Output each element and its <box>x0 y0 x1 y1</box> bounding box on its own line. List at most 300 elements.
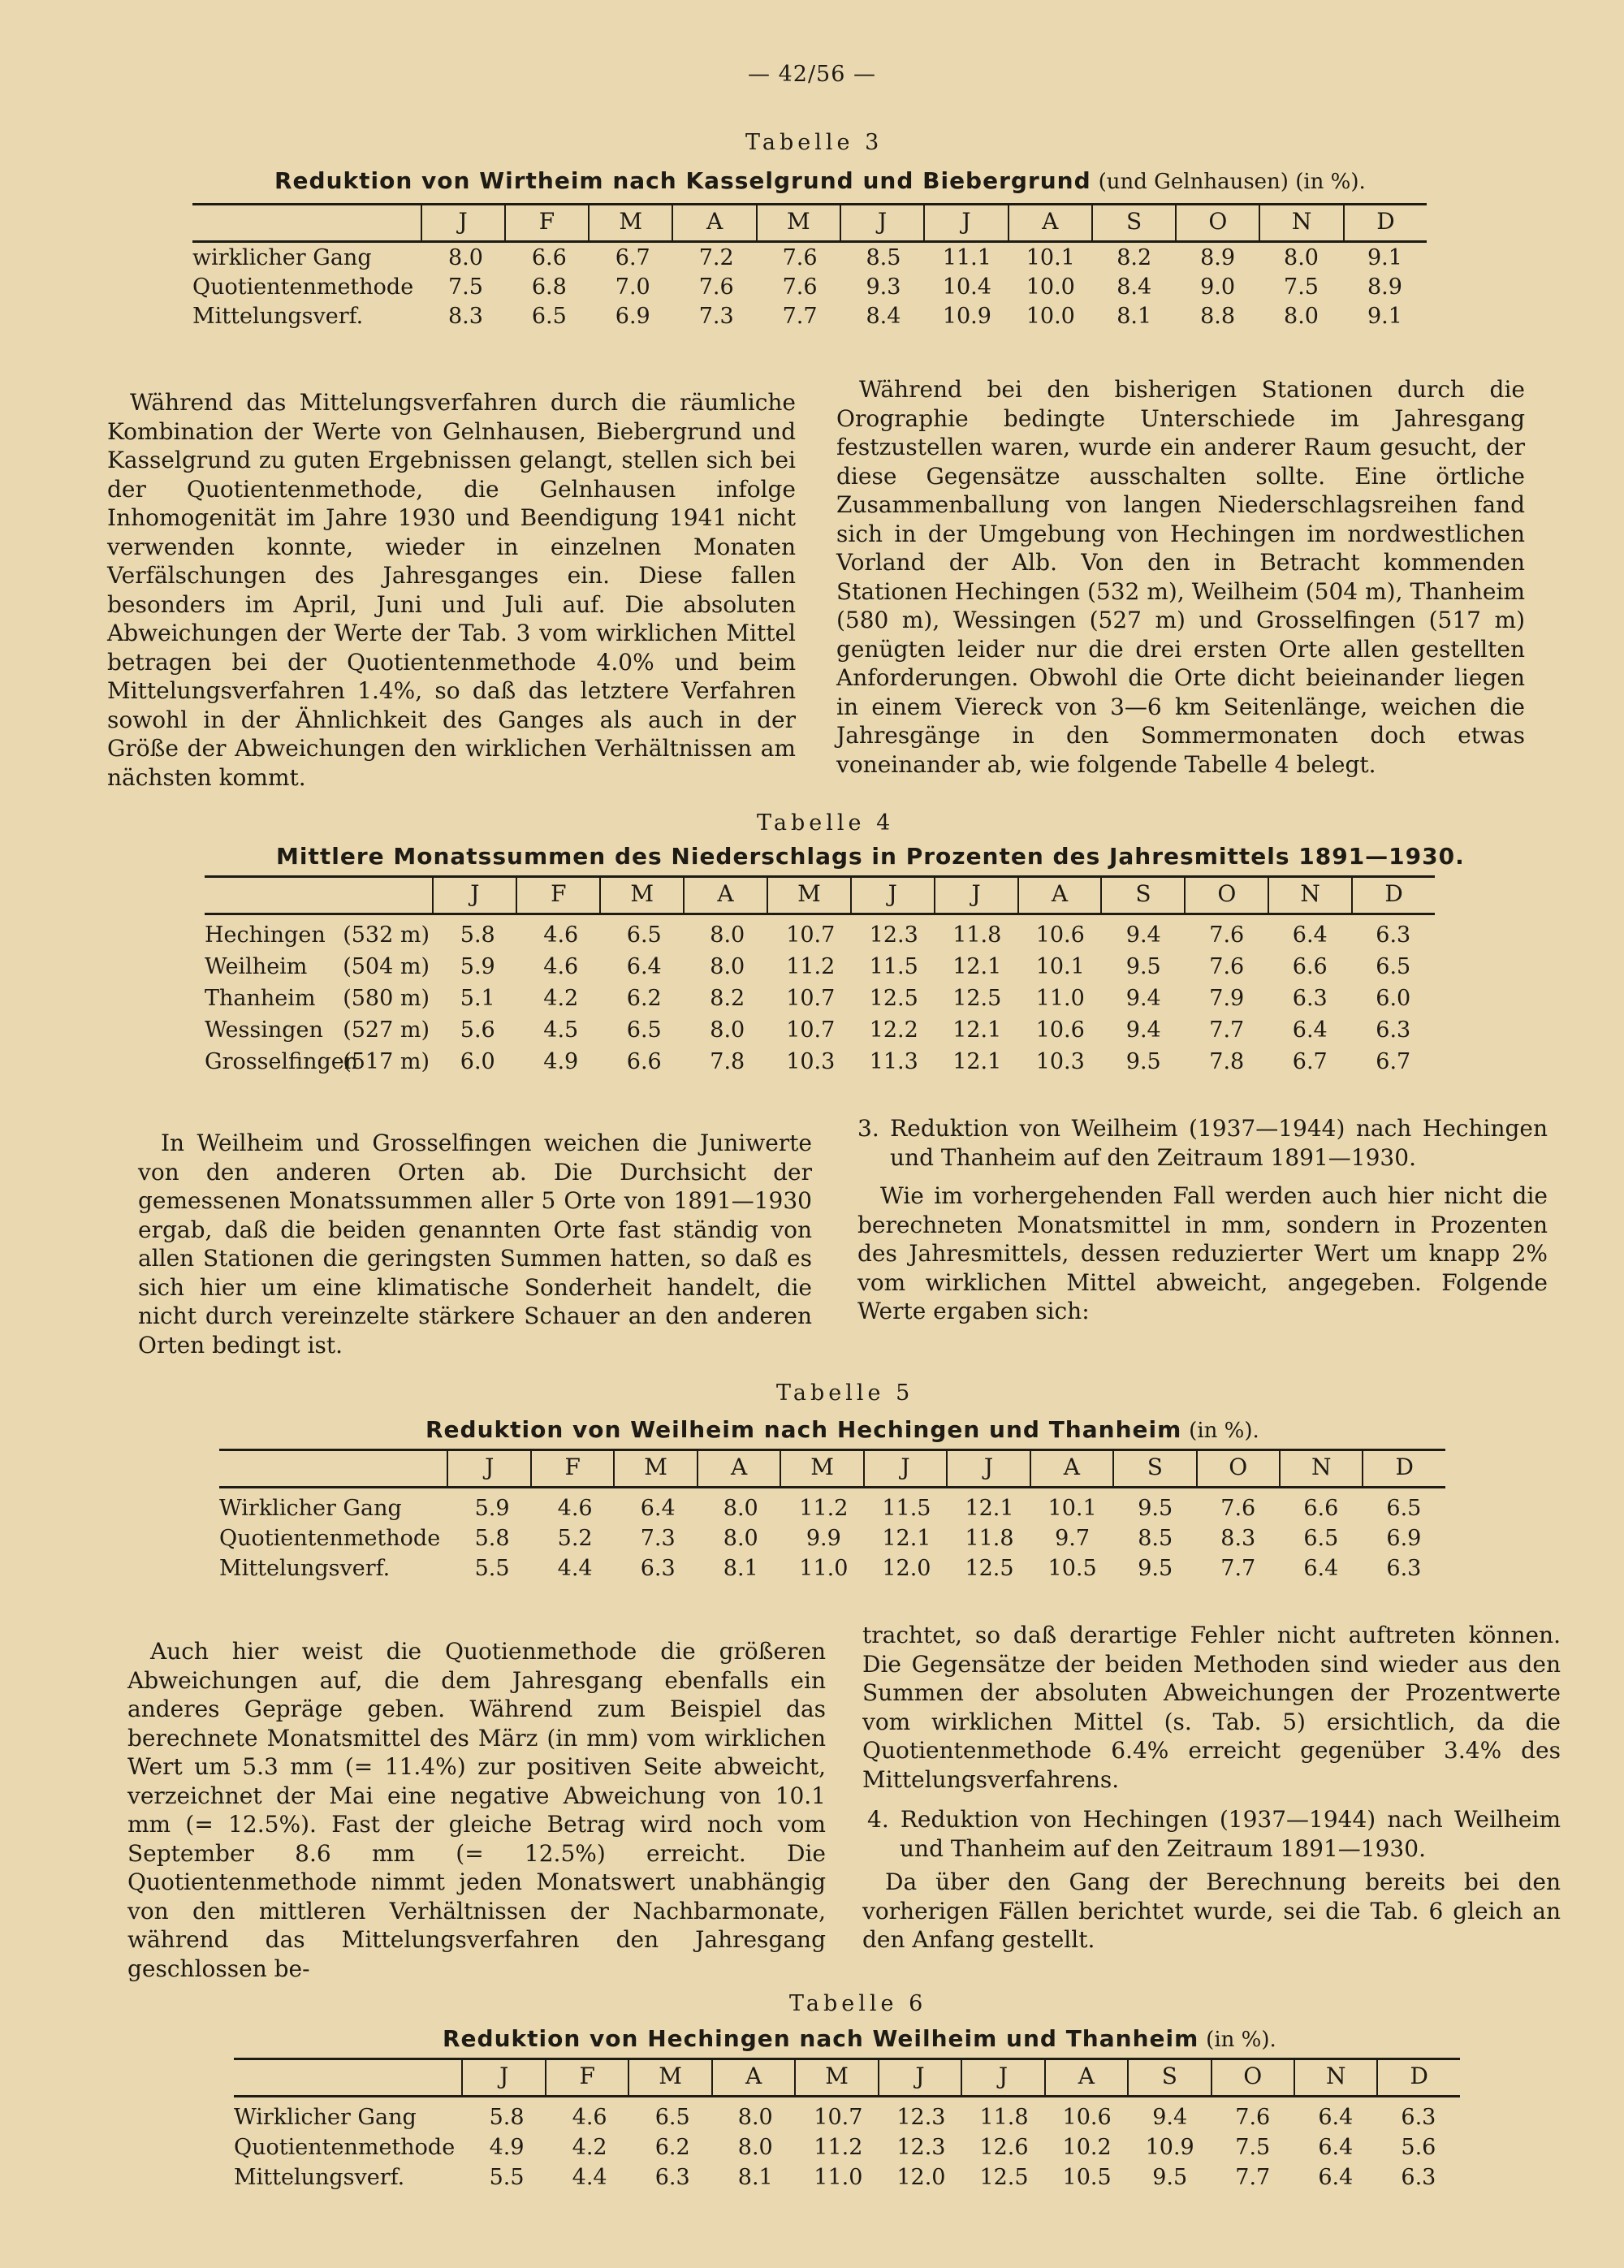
table5-row-label: Quotientenmethode <box>219 1526 441 1551</box>
table4-cell: 9.4 <box>1125 986 1161 1011</box>
table4-cell: 8.0 <box>710 1017 745 1043</box>
table6-cell: 7.7 <box>1235 2165 1271 2190</box>
table5-header-month: J <box>863 1449 946 1486</box>
table4-header-month: J <box>432 875 516 913</box>
table5-cell: 6.4 <box>1303 1556 1339 1581</box>
table5-cell: 9.9 <box>806 1526 841 1551</box>
table4-row-label: Wessingen <box>205 1017 323 1043</box>
table4-cell: 12.1 <box>952 1017 1002 1043</box>
table3-cell: 7.6 <box>698 274 734 300</box>
table5-cell: 11.8 <box>965 1526 1014 1551</box>
table6-header-month: O <box>1211 2058 1294 2095</box>
table5-title-bold: Reduktion von Weilheim nach Hechingen und Thanheim <box>425 1416 1182 1443</box>
table6-cell: 10.2 <box>1062 2135 1112 2160</box>
table6-cell: 4.9 <box>489 2135 525 2160</box>
table4-cell: 12.2 <box>869 1017 918 1043</box>
table6-cell: 9.4 <box>1152 2105 1188 2130</box>
table6-cell: 5.8 <box>489 2105 525 2130</box>
table6-cell: 6.5 <box>654 2105 690 2130</box>
table3-header-month: A <box>672 203 755 240</box>
table4-cell: 7.9 <box>1209 986 1245 1011</box>
table4-cell: 12.1 <box>952 954 1002 979</box>
table4-header-month: O <box>1184 875 1268 913</box>
table3-cell: 7.6 <box>782 274 818 300</box>
table4-row-altitude: (527 m) <box>343 1017 430 1043</box>
table6-cell: 12.3 <box>896 2105 946 2130</box>
table4-cell: 6.4 <box>1292 922 1328 948</box>
para2-left-text: In Weilheim und Grosselfingen weichen die Juniwerte von den anderen Orten ab. Die Durchsicht der gemessenen Monatssummen aller 5 Orte von 1891—1930 ergab, daß die beiden genannten Orte fast ständig von allen Stationen die geringsten Summen hatten, so daß es sich hier um eine klimatische Sonderheit handelt, die nicht durch vereinzelte stärkere Schauer an den anderen Orten bedingt ist. <box>138 1130 812 1359</box>
table4-cell: 6.5 <box>626 922 662 948</box>
table6-row-label-cell <box>234 2105 465 2135</box>
table4-cell: 9.5 <box>1125 1049 1161 1074</box>
table4-cell: 11.0 <box>1035 986 1085 1011</box>
table4-row-altitude: (532 m) <box>343 922 430 948</box>
table6-header-month: J <box>878 2058 961 2095</box>
table6-header-month: F <box>545 2058 628 2095</box>
table4-cell: 6.0 <box>460 1049 495 1074</box>
table4-cell: 12.1 <box>952 1049 1002 1074</box>
table3-cell: 6.6 <box>531 245 567 270</box>
table3-header-month: D <box>1343 203 1427 240</box>
table6-cell: 11.2 <box>814 2135 863 2160</box>
table4-row-altitude: (517 m) <box>343 1049 430 1074</box>
table5-header-month: M <box>613 1449 696 1486</box>
table5-header-month: D <box>1362 1449 1445 1486</box>
table4-cell: 4.9 <box>543 1049 579 1074</box>
table6-title-bold: Reduktion von Hechingen nach Weilheim und Thanheim <box>443 2025 1199 2052</box>
table5-header-stub <box>219 1449 447 1486</box>
table3-row-label: Quotientenmethode <box>192 274 414 300</box>
table6-caption: Tabelle 6 <box>789 1991 927 2016</box>
table4-row-label: Grosselfingen <box>205 1049 359 1074</box>
table3-row <box>192 245 1427 274</box>
table6-cell: 12.3 <box>896 2135 946 2160</box>
table4-row-label-cell <box>205 986 436 1017</box>
table4-header-month: F <box>516 875 599 913</box>
table4-cell: 6.3 <box>1292 986 1328 1011</box>
table6-cell: 4.6 <box>572 2105 607 2130</box>
table4-cell: 12.5 <box>869 986 918 1011</box>
table5-cell: 5.9 <box>474 1496 510 1521</box>
table4 <box>205 875 1435 1103</box>
table4-cell: 6.6 <box>1292 954 1328 979</box>
table5-cell: 12.1 <box>882 1526 931 1551</box>
table6-header-month: A <box>1044 2058 1127 2095</box>
table5-cell: 6.3 <box>640 1556 676 1581</box>
table6-cell: 10.6 <box>1062 2105 1112 2130</box>
table3-cell: 7.5 <box>1284 274 1319 300</box>
table3-row-label: wirklicher Gang <box>192 245 372 270</box>
table6-row <box>234 2165 1460 2195</box>
table4-row <box>205 1017 1435 1049</box>
table4-cell: 9.4 <box>1125 922 1161 948</box>
table5-cell: 6.5 <box>1386 1496 1422 1521</box>
table5-cell: 5.8 <box>474 1526 510 1551</box>
table3-header-month: M <box>756 203 840 240</box>
table5-cell: 7.3 <box>640 1526 676 1551</box>
table4-cell: 11.8 <box>952 922 1002 948</box>
table4-cell: 7.7 <box>1209 1017 1245 1043</box>
table4-cell: 6.5 <box>1376 954 1411 979</box>
table6-header-month: M <box>794 2058 877 2095</box>
table3-row-label-cell <box>192 245 424 274</box>
table6-row-label: Quotientenmethode <box>234 2135 456 2160</box>
table4-header-month: J <box>850 875 934 913</box>
table5-cell: 10.1 <box>1047 1496 1097 1521</box>
para1-left-text: Während das Mittelungsverfahren durch die räumliche Kombination der Werte von Gelnhausen, Biebergrund und Kasselgrund zu guten Ergebnissen gelangt, stellen sich bei der Quotientenmethode, die Gelnhausen infolge Inhomogenität im Jahre 1930 und Beendigung 1941 nicht verwenden konnte, wieder in einzelnen Monaten Verfälschungen des Jahresganges ein. Diese fallen besonders im April, Juni und Juli auf. Die absoluten Abweichungen der Werte der Tab. 3 vom wirklichen Mittel betragen bei der Quotientenmethode 4.0% und beim Mittelungsverfahren 1.4%, so daß das letztere Verfahren sowohl in der Ähnlichkeit des Ganges als auch in der Größe der Abweichungen den wirklichen Verhältnissen am nächsten kommt. <box>107 389 796 791</box>
table6-row-label: Wirklicher Gang <box>234 2105 417 2130</box>
table5-cell: 8.0 <box>723 1526 758 1551</box>
para3-right-item: 4. Reduktion von Hechingen (1937—1944) nach Weilheim und Thanheim auf den Zeitraum 1891—1930. <box>867 1806 1561 1862</box>
table4-cell: 12.5 <box>952 986 1002 1011</box>
table6-cell: 6.3 <box>1401 2165 1436 2190</box>
table3-header-month: S <box>1091 203 1175 240</box>
table3-cell: 8.8 <box>1200 304 1236 329</box>
table5-cell: 9.7 <box>1055 1526 1091 1551</box>
table4-row-label: Weilheim <box>205 954 308 979</box>
table3-row-label-cell <box>192 304 424 333</box>
table4-row <box>205 986 1435 1017</box>
table5-cell: 11.2 <box>799 1496 849 1521</box>
table6-cell: 5.5 <box>489 2165 525 2190</box>
table4-cell: 12.3 <box>869 922 918 948</box>
table3-rule-header <box>192 240 1427 243</box>
table6-row-label-cell <box>234 2165 465 2195</box>
table6-cell: 6.2 <box>654 2135 690 2160</box>
table4-row <box>205 954 1435 986</box>
table3-cell: 7.0 <box>615 274 650 300</box>
table5-header-month: J <box>447 1449 529 1486</box>
table6-cell: 6.3 <box>654 2165 690 2190</box>
table5-caption: Tabelle 5 <box>776 1380 914 1406</box>
para2-right <box>857 1114 1548 1326</box>
table6-cell: 6.4 <box>1318 2105 1354 2130</box>
table4-title-bold: Mittlere Monatssummen des Niederschlags in Prozenten des Jahresmittels 1891—1930. <box>276 843 1465 870</box>
para1-right-text: Während bei den bisherigen Stationen durch die Orographie bedingte Unterschiede im Jahresgang festzustellen waren, wurde ein anderer Raum gesucht, der diese Gegensätze ausschalten sollte. Eine örtliche Zusammenballung von langen Niederschlagsreihen fand sich in der Umgebung von Hechingen im nordwestlichen Vorland der Alb. Von den in Betracht kommenden Stationen Hechingen (532 m), Weilheim (504 m), Thanheim (580 m), Wessingen (527 m) und Grosselfingen (517 m) genügten leider nur die drei ersten Orte allen gestellten Anforderungen. Obwohl die Orte dicht beieinander liegen in einem Viereck von 3—6 km Seitenlänge, weichen die Jahresgänge in den Sommermonaten doch etwas voneinander ab, wie folgende Tabelle 4 belegt. <box>836 376 1525 778</box>
table4-cell: 4.5 <box>543 1017 579 1043</box>
table5-cell: 4.6 <box>557 1496 593 1521</box>
table4-cell: 7.8 <box>710 1049 745 1074</box>
table6-cell: 8.1 <box>737 2165 773 2190</box>
table3-header-month: M <box>588 203 672 240</box>
table5-header <box>219 1449 1445 1486</box>
table4-cell: 9.5 <box>1125 954 1161 979</box>
table4-cell: 4.6 <box>543 922 579 948</box>
table6-header-month: D <box>1376 2058 1459 2095</box>
table5-cell: 9.5 <box>1138 1556 1173 1581</box>
table3-header-month: A <box>1008 203 1091 240</box>
page-number: — 42/56 — <box>748 62 876 87</box>
table4-row-label-cell <box>205 1017 436 1049</box>
table4-cell: 6.6 <box>626 1049 662 1074</box>
table5-header-month: N <box>1279 1449 1362 1486</box>
table5-header-month: A <box>697 1449 780 1486</box>
table4-caption: Tabelle 4 <box>757 810 895 836</box>
table3-cell: 10.4 <box>942 274 991 300</box>
table5-row <box>219 1556 1445 1586</box>
table5-row-label: Wirklicher Gang <box>219 1496 402 1521</box>
table3-header-stub <box>192 203 421 240</box>
table6-cell: 8.0 <box>737 2135 773 2160</box>
table4-row-altitude: (580 m) <box>343 986 430 1011</box>
table3-cell: 6.7 <box>615 245 650 270</box>
table4-cell: 9.4 <box>1125 1017 1161 1043</box>
table5-title-rest: (in %). <box>1189 1419 1259 1443</box>
table3-title-bold: Reduktion von Wirtheim nach Kasselgrund und Biebergrund <box>274 167 1091 194</box>
table5-title <box>425 1416 1259 1443</box>
table4-cell: 6.4 <box>1292 1017 1328 1043</box>
table5-row <box>219 1526 1445 1556</box>
table5-row-label-cell <box>219 1526 451 1556</box>
table5-cell: 5.5 <box>474 1556 510 1581</box>
table5-cell: 6.6 <box>1303 1496 1339 1521</box>
table4-cell: 10.7 <box>786 1017 836 1043</box>
table4-cell: 10.3 <box>1035 1049 1085 1074</box>
table5-cell: 6.4 <box>640 1496 676 1521</box>
table4-cell: 7.8 <box>1209 1049 1245 1074</box>
table3-cell: 10.1 <box>1026 245 1075 270</box>
table3-cell: 8.9 <box>1367 274 1402 300</box>
table5-cell: 4.4 <box>557 1556 593 1581</box>
table3-cell: 8.0 <box>447 245 483 270</box>
table4-cell: 6.0 <box>1376 986 1411 1011</box>
table3-header-month: J <box>840 203 923 240</box>
table3-caption: Tabelle 3 <box>745 130 883 155</box>
table4-row <box>205 922 1435 954</box>
table3-cell: 9.1 <box>1367 245 1402 270</box>
para1-right <box>836 375 1525 779</box>
table3-cell: 8.9 <box>1200 245 1236 270</box>
table6-row <box>234 2105 1460 2135</box>
table5-cell: 9.5 <box>1138 1496 1173 1521</box>
table6-row <box>234 2135 1460 2165</box>
table6-rule-header <box>234 2095 1460 2097</box>
table5-cell: 11.5 <box>882 1496 931 1521</box>
table4-header-month: A <box>1017 875 1101 913</box>
table3-cell: 8.4 <box>866 304 901 329</box>
table4-title <box>276 843 1465 870</box>
table4-cell: 6.2 <box>626 986 662 1011</box>
table3-header-month: J <box>923 203 1007 240</box>
table3-row <box>192 304 1427 333</box>
table3-cell: 8.2 <box>1116 245 1152 270</box>
table5-cell: 12.5 <box>965 1556 1014 1581</box>
table6-row-label: Mittelungsverf. <box>234 2165 405 2190</box>
table3-row <box>192 274 1427 304</box>
table4-cell: 5.1 <box>460 986 495 1011</box>
table4-row-label-cell <box>205 954 436 986</box>
table3-cell: 9.0 <box>1200 274 1236 300</box>
table5-row-label-cell <box>219 1556 451 1586</box>
para1-left <box>107 388 796 792</box>
table4-cell: 8.0 <box>710 954 745 979</box>
table3-cell: 7.7 <box>782 304 818 329</box>
table4-cell: 4.2 <box>543 986 579 1011</box>
table4-header-month: M <box>599 875 683 913</box>
para3-left <box>127 1637 826 1983</box>
table5-cell: 8.5 <box>1138 1526 1173 1551</box>
table5-cell: 6.3 <box>1386 1556 1422 1581</box>
table5-row-label-cell <box>219 1496 451 1526</box>
table6-cell: 5.6 <box>1401 2135 1436 2160</box>
table4-header-month: D <box>1351 875 1435 913</box>
table3-header-month: O <box>1175 203 1259 240</box>
table3-cell: 7.6 <box>782 245 818 270</box>
table3-cell: 10.0 <box>1026 274 1075 300</box>
table4-cell: 6.7 <box>1292 1049 1328 1074</box>
table5-cell: 10.5 <box>1047 1556 1097 1581</box>
table6-cell: 6.4 <box>1318 2135 1354 2160</box>
table4-cell: 11.2 <box>786 954 836 979</box>
table4-rule-header <box>205 913 1435 915</box>
table4-cell: 6.5 <box>626 1017 662 1043</box>
table6-row-label-cell <box>234 2135 465 2165</box>
table5-header-month: A <box>1030 1449 1112 1486</box>
table3-cell: 8.5 <box>866 245 901 270</box>
table5-row <box>219 1496 1445 1526</box>
table6-cell: 10.5 <box>1062 2165 1112 2190</box>
para3-right <box>862 1621 1561 1955</box>
table5-cell: 12.0 <box>882 1556 931 1581</box>
table6-cell: 10.9 <box>1145 2135 1194 2160</box>
table5-cell: 8.1 <box>723 1556 758 1581</box>
table5-cell: 8.0 <box>723 1496 758 1521</box>
table3-cell: 8.0 <box>1284 304 1319 329</box>
table5-header-month: F <box>530 1449 613 1486</box>
table3-row-label: Mittelungsverf. <box>192 304 364 329</box>
table6-cell: 11.8 <box>979 2105 1029 2130</box>
para2-left <box>138 1129 812 1359</box>
table6-cell: 12.0 <box>896 2165 946 2190</box>
table6-header-month: J <box>461 2058 544 2095</box>
table4-row-label: Hechingen <box>205 922 326 948</box>
table4-cell: 5.6 <box>460 1017 495 1043</box>
table6-header-month: M <box>628 2058 710 2095</box>
table6-cell: 10.7 <box>814 2105 863 2130</box>
table5 <box>219 1449 1445 1603</box>
para2-right-text: Wie im vorhergehenden Fall werden auch hier nicht die berechneten Monatsmittel in mm, sondern in Prozenten des Jahresmittels, dessen reduzierter Wert um knapp 2% vom wirklichen Mittel abweicht, angegeben. Folgende Werte ergaben sich: <box>857 1182 1548 1324</box>
table6-cell: 7.5 <box>1235 2135 1271 2160</box>
table4-header-month: N <box>1268 875 1351 913</box>
table5-cell: 6.9 <box>1386 1526 1422 1551</box>
table4-cell: 5.9 <box>460 954 495 979</box>
table6-cell: 6.4 <box>1318 2165 1354 2190</box>
table6-cell: 9.5 <box>1152 2165 1188 2190</box>
table4-cell: 8.2 <box>710 986 745 1011</box>
table3 <box>192 203 1427 349</box>
table5-header-month: S <box>1112 1449 1195 1486</box>
table5-cell: 11.0 <box>799 1556 849 1581</box>
table4-cell: 11.3 <box>869 1049 918 1074</box>
table5-cell: 7.7 <box>1220 1556 1256 1581</box>
table4-cell: 10.6 <box>1035 922 1085 948</box>
table4-row <box>205 1049 1435 1081</box>
table4-header-month: S <box>1100 875 1184 913</box>
table3-cell: 8.3 <box>447 304 483 329</box>
table3-header-month: F <box>504 203 588 240</box>
table4-header <box>205 875 1435 913</box>
table4-cell: 10.6 <box>1035 1017 1085 1043</box>
table4-row-label-cell <box>205 1049 436 1081</box>
table4-row-label: Thanheim <box>205 986 316 1011</box>
table6-cell: 6.3 <box>1401 2105 1436 2130</box>
table6-title <box>443 2025 1276 2052</box>
table3-row-label-cell <box>192 274 424 304</box>
para3-right-text-2: Da über den Gang der Berechnung bereits bei den vorherigen Fällen berichtet wurde, sei die Tab. 6 gleich an den Anfang gestellt. <box>862 1868 1561 1953</box>
table3-cell: 6.8 <box>531 274 567 300</box>
table6-cell: 7.6 <box>1235 2105 1271 2130</box>
table5-row-label: Mittelungsverf. <box>219 1556 391 1581</box>
table5-header-month: J <box>946 1449 1029 1486</box>
table6-header-stub <box>234 2058 461 2095</box>
para3-left-text: Auch hier weist die Quotienmethode die größeren Abweichungen auf, die dem Jahresgang ebenfalls ein anderes Gepräge geben. Während zum Beispiel das berechnete Monatsmittel des März (in mm) vom wirklichen Wert um 5.3 mm (= 11.4%) zur positiven Seite abweicht, verzeichnet der Mai eine negative Abweichung von 10.1 mm (= 12.5%). Fast der gleiche Betrag wird noch vom September 8.6 mm (= 12.5%) erreicht. Die Quotientenmethode nimmt jeden Monatswert unabhängig von den mittleren Verhältnissen der Nachbarmonate, während das Mittelungsverfahren den Jahresgang geschlossen be- <box>127 1638 826 1982</box>
para2-right-item: 3. Reduktion von Weilheim (1937—1944) nach Hechingen und Thanheim auf den Zeitraum 1891—1930. <box>857 1115 1548 1171</box>
table4-cell: 11.5 <box>869 954 918 979</box>
table5-cell: 6.5 <box>1303 1526 1339 1551</box>
table4-header-month: J <box>934 875 1017 913</box>
table3-cell: 9.3 <box>866 274 901 300</box>
table3-header-month: J <box>421 203 504 240</box>
table5-header-month: O <box>1196 1449 1279 1486</box>
table4-cell: 10.7 <box>786 986 836 1011</box>
table6-header-month: N <box>1294 2058 1376 2095</box>
table5-cell: 7.6 <box>1220 1496 1256 1521</box>
table3-cell: 10.0 <box>1026 304 1075 329</box>
table6-header-month: A <box>711 2058 794 2095</box>
table3-cell: 6.9 <box>615 304 650 329</box>
table3-cell: 7.3 <box>698 304 734 329</box>
table5-header-month: M <box>780 1449 862 1486</box>
table4-cell: 6.3 <box>1376 922 1411 948</box>
table3-cell: 6.5 <box>531 304 567 329</box>
table6-cell: 4.4 <box>572 2165 607 2190</box>
table3-cell: 7.2 <box>698 245 734 270</box>
table3-title-rest: (und Gelnhausen) (in %). <box>1098 170 1366 194</box>
table4-cell: 6.4 <box>626 954 662 979</box>
table4-cell: 10.3 <box>786 1049 836 1074</box>
table4-cell: 6.3 <box>1376 1017 1411 1043</box>
table6 <box>234 2058 1460 2220</box>
table4-header-month: M <box>767 875 850 913</box>
table6-cell: 8.0 <box>737 2105 773 2130</box>
table6-header-month: S <box>1127 2058 1210 2095</box>
table5-rule-header <box>219 1486 1445 1488</box>
para3-right-text: trachtet, so daß derartige Fehler nicht auftreten können. Die Gegensätze der beiden Methoden sind wieder aus den Summen der absoluten Abweichungen der Prozentwerte vom wirklichen Mittel (s. Tab. 5) ersichtlich, da die Quotientenmethode 6.4% erreicht gegenüber 3.4% des Mittelungsverfahrens. <box>862 1622 1561 1793</box>
table3-cell: 11.1 <box>942 245 991 270</box>
table4-cell: 7.6 <box>1209 922 1245 948</box>
table4-cell: 5.8 <box>460 922 495 948</box>
table4-cell: 6.7 <box>1376 1049 1411 1074</box>
table5-cell: 8.3 <box>1220 1526 1256 1551</box>
table6-cell: 4.2 <box>572 2135 607 2160</box>
table6-header <box>234 2058 1460 2095</box>
table3-cell: 10.9 <box>942 304 991 329</box>
table5-cell: 12.1 <box>965 1496 1014 1521</box>
table4-cell: 10.7 <box>786 922 836 948</box>
table6-cell: 12.6 <box>979 2135 1029 2160</box>
table4-cell: 8.0 <box>710 922 745 948</box>
table3-title <box>274 167 1366 194</box>
table3-cell: 8.0 <box>1284 245 1319 270</box>
table6-cell: 11.0 <box>814 2165 863 2190</box>
table6-header-month: J <box>961 2058 1043 2095</box>
table3-cell: 7.5 <box>447 274 483 300</box>
table4-cell: 7.6 <box>1209 954 1245 979</box>
table5-cell: 5.2 <box>557 1526 593 1551</box>
table4-row-altitude: (504 m) <box>343 954 430 979</box>
table6-title-rest: (in %). <box>1206 2028 1276 2052</box>
table6-cell: 12.5 <box>979 2165 1029 2190</box>
